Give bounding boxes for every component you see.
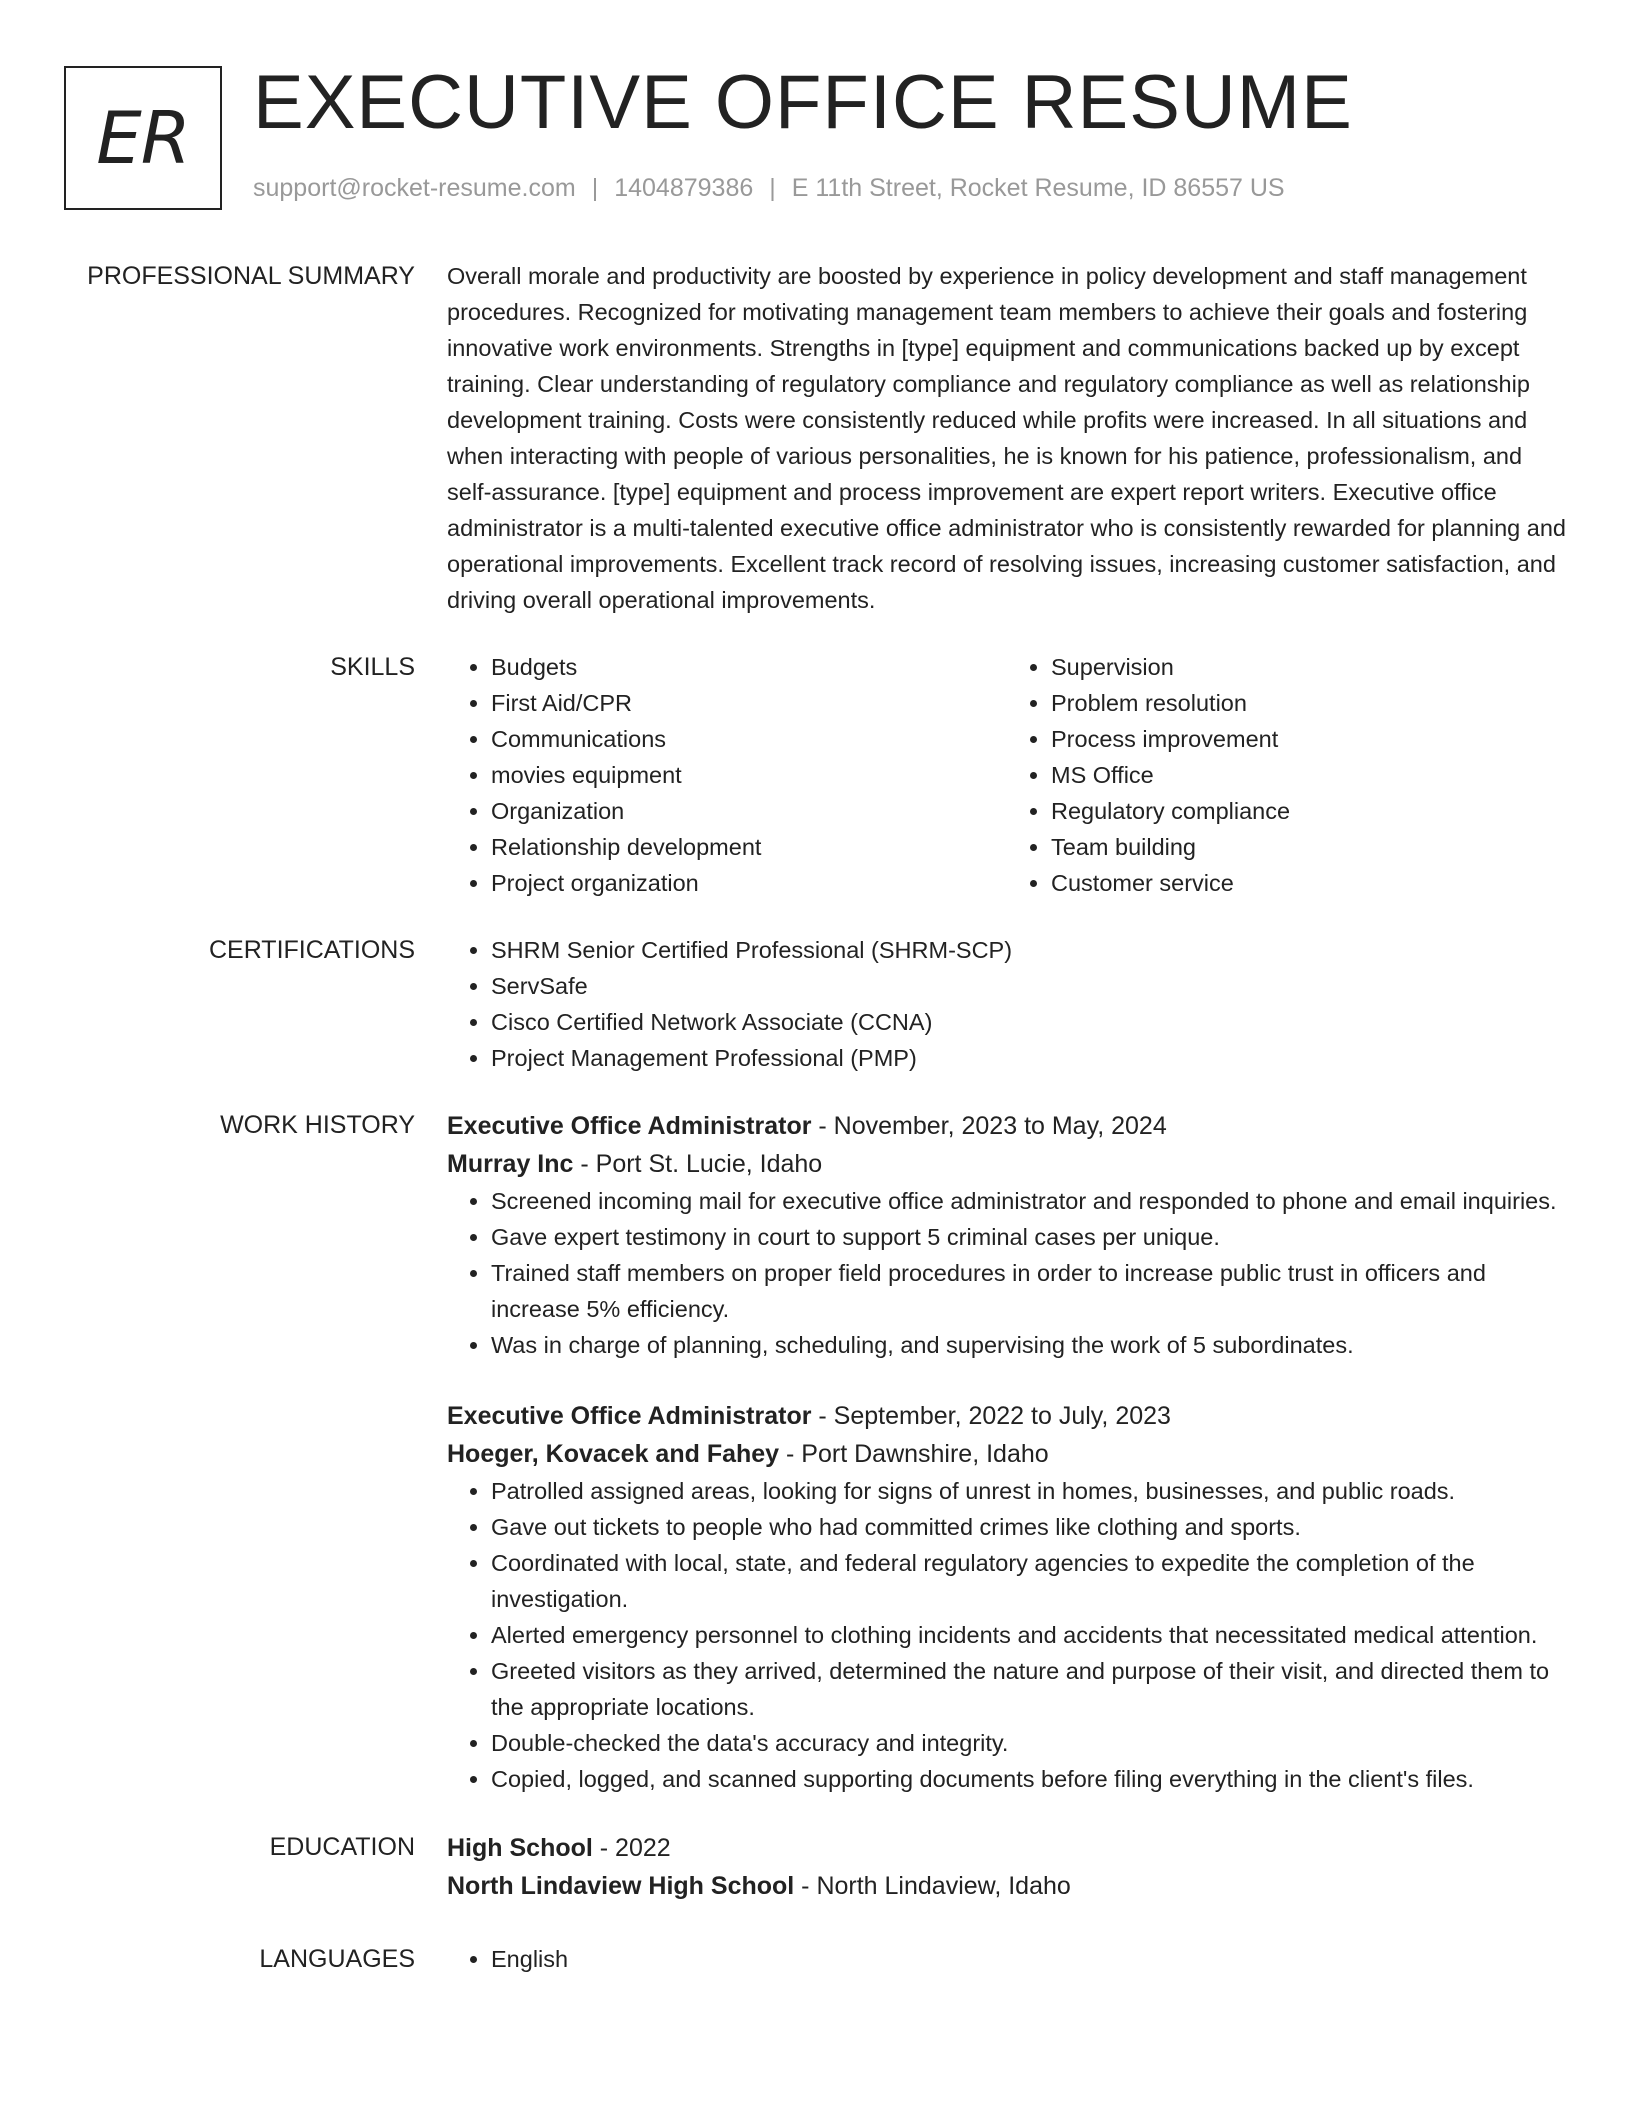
job-bullet: • Double-checked the data's accuracy and integrity.	[491, 1725, 1567, 1761]
education-degree-line	[447, 1829, 1567, 1867]
skill-item: • Communications	[491, 721, 1007, 757]
job-bullet: • Greeted visitors as they arrived, determined the nature and purpose of their visit, and directed them to the appropriate locations.	[491, 1653, 1567, 1725]
resume-title: EXECUTIVE OFFICE RESUME	[253, 60, 1353, 145]
language-item: • English	[491, 1941, 1567, 1977]
job-entry	[447, 1107, 1567, 1363]
skills-grid	[447, 649, 1567, 901]
job-title: Executive Office Administrator	[447, 1112, 812, 1140]
skill-item: • Budgets	[491, 649, 1007, 685]
certifications-list	[447, 932, 1567, 1076]
section-label-work-history: WORK HISTORY	[220, 1111, 415, 1139]
certification-item: • SHRM Senior Certified Professional (SHRM-SCP)	[491, 932, 1567, 968]
contact-address: E 11th Street, Rocket Resume, ID 86557 US	[791, 174, 1285, 202]
section-education	[0, 1829, 1632, 1905]
summary-text: Overall morale and productivity are boosted by experience in policy development and staff management procedures. Recognized for motivating management team members to achieve their goals and fostering innovative work environments. Strengths in [type] equipment and communications backed up by except training. Clear understanding of regulatory compliance and regulatory compliance as well as relationship development training. Costs were consistently reduced while profits were increased. In all situations and when interacting with people of various personalities, he is known for his patience, professionalism, and self-assurance. [type] equipment and process improvement are expert report writers. Executive office administrator is a multi-talented executive office administrator who is consistently rewarded for planning and operational improvements. Excellent track record of resolving issues, increasing customer satisfaction, and driving overall operational improvements.	[447, 263, 1566, 613]
education-school-line	[447, 1867, 1567, 1905]
job-company-line	[447, 1435, 1567, 1473]
job-title-line	[447, 1107, 1567, 1145]
job-bullet: • Patrolled assigned areas, looking for signs of unrest in homes, businesses, and public roads.	[491, 1473, 1567, 1509]
skill-item: • movies equipment	[491, 757, 1007, 793]
section-label-skills: SKILLS	[330, 653, 415, 681]
job-bullet: • Copied, logged, and scanned supporting documents before filing everything in the client's files.	[491, 1761, 1567, 1797]
section-languages	[0, 1941, 1632, 1977]
education-year: - 2022	[592, 1834, 671, 1862]
skill-item: • Problem resolution	[1051, 685, 1567, 721]
skill-item: • First Aid/CPR	[491, 685, 1007, 721]
job-title-line	[447, 1397, 1567, 1435]
job-bullet: • Was in charge of planning, scheduling, and supervising the work of 5 subordinates.	[491, 1327, 1567, 1363]
skill-item: • Organization	[491, 793, 1007, 829]
job-bullet: • Screened incoming mail for executive office administrator and responded to phone and email inquiries.	[491, 1183, 1567, 1219]
languages-body	[447, 1941, 1567, 1977]
languages-list	[447, 1941, 1567, 1977]
education-body	[447, 1829, 1567, 1905]
job-bullet: • Trained staff members on proper field procedures in order to increase public trust in officers and increase 5% efficiency.	[491, 1255, 1567, 1327]
skill-item: • MS Office	[1051, 757, 1567, 793]
skill-item: • Supervision	[1051, 649, 1567, 685]
job-location: - Port St. Lucie, Idaho	[573, 1150, 823, 1178]
skills-list-left	[447, 649, 1007, 901]
job-bullet: • Gave expert testimony in court to support 5 criminal cases per unique.	[491, 1219, 1567, 1255]
job-bullet: • Alerted emergency personnel to clothing incidents and accidents that necessitated medical attention.	[491, 1617, 1567, 1653]
skill-item: • Relationship development	[491, 829, 1007, 865]
certifications-body	[447, 932, 1567, 1076]
contact-separator: |	[769, 174, 776, 202]
job-bullets	[447, 1183, 1567, 1363]
summary-body	[447, 258, 1567, 618]
job-location: - Port Dawnshire, Idaho	[779, 1440, 1049, 1468]
job-title: Executive Office Administrator	[447, 1402, 812, 1430]
certification-item: • Cisco Certified Network Associate (CCNA)	[491, 1004, 1567, 1040]
contact-separator: |	[591, 174, 599, 202]
skills-list-right	[1007, 649, 1567, 901]
skill-item: • Project organization	[491, 865, 1007, 901]
skill-item: • Customer service	[1051, 865, 1567, 901]
resume-content	[0, 258, 1632, 1977]
work-history-body	[447, 1107, 1567, 1797]
section-label-certifications: CERTIFICATIONS	[208, 936, 415, 964]
skill-item: • Team building	[1051, 829, 1567, 865]
section-skills	[0, 649, 1632, 901]
contact-email: support@rocket-resume.com	[253, 174, 576, 202]
certification-item: • ServSafe	[491, 968, 1567, 1004]
job-entry	[447, 1397, 1567, 1797]
skill-item: • Regulatory compliance	[1051, 793, 1567, 829]
section-label-languages: LANGUAGES	[259, 1945, 415, 1973]
certification-item: • Project Management Professional (PMP)	[491, 1040, 1567, 1076]
section-work-history	[0, 1107, 1632, 1797]
job-bullets	[447, 1473, 1567, 1797]
section-label-education: EDUCATION	[269, 1833, 415, 1861]
job-bullet: • Gave out tickets to people who had committed crimes like clothing and sports.	[491, 1509, 1567, 1545]
section-label-summary: PROFESSIONAL SUMMARY	[87, 262, 415, 290]
education-degree: High School	[447, 1834, 593, 1862]
skill-item: • Process improvement	[1051, 721, 1567, 757]
job-dates: - November, 2023 to May, 2024	[811, 1112, 1167, 1140]
education-school: North Lindaview High School	[447, 1872, 795, 1900]
education-location: - North Lindaview, Idaho	[794, 1872, 1071, 1900]
section-certifications	[0, 932, 1632, 1076]
contact-line	[253, 174, 1285, 203]
job-company: Hoeger, Kovacek and Fahey	[447, 1440, 780, 1468]
job-bullet: • Coordinated with local, state, and federal regulatory agencies to expedite the completion of the investigation.	[491, 1545, 1567, 1617]
contact-phone: 1404879386	[614, 174, 754, 202]
job-company: Murray Inc	[447, 1150, 574, 1178]
job-company-line	[447, 1145, 1567, 1183]
job-dates: - September, 2022 to July, 2023	[811, 1402, 1171, 1430]
section-summary	[0, 258, 1632, 618]
monogram: ER	[64, 66, 222, 210]
